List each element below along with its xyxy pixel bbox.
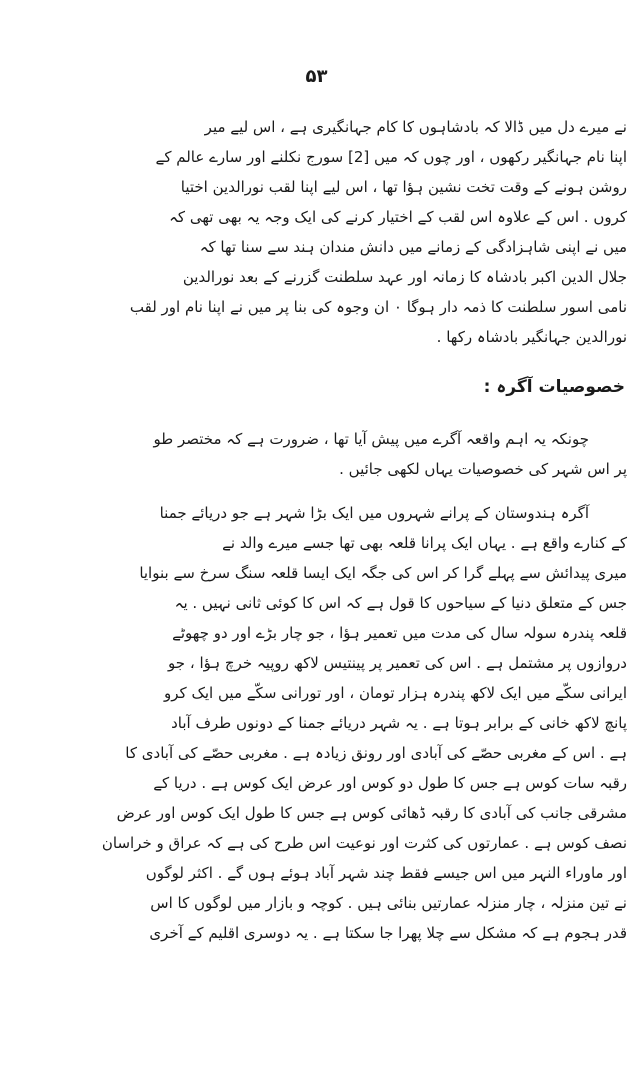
paragraph-agra-description — [0, 498, 633, 948]
text-line: میں نے اپنی شاہزادگی کے زمانے میں دانش مندان ہند سے سنا تھا کہ — [199, 238, 627, 256]
text-line: چونکہ یہ اہم واقعہ آگرے میں پیش آیا تھا ، ضرورت ہے کہ مختصر طو — [153, 430, 589, 448]
text-line: نے میرے دل میں ڈالا کہ بادشاہوں کا کام جہانگیری ہے ، اس لیے میر — [204, 118, 627, 136]
paragraph-intro-agra — [0, 424, 633, 484]
text-line: جلال الدین اکبر بادشاہ کا زمانہ اور عہد سلطنت گزرنے کے بعد نورالدین — [182, 268, 627, 286]
text-line: قلعہ پندرہ سولہ سال کی مدت میں تعمیر ہؤا ، جو چار بڑے اور دو چھوٹے — [172, 624, 627, 642]
text-line: اور ماوراء النہر میں اس جیسے فقط چند شہر آباد ہوئے ہوں گے . اکثر لوگوں — [145, 864, 627, 882]
text-line: نورالدین جہانگیر بادشاہ رکھا . — [436, 328, 627, 346]
text-line: آگرہ ہندوستان کے پرانے شہروں میں ایک بڑا شہر ہے جو دریائے جمنا — [159, 504, 589, 522]
text-line: دروازوں پر مشتمل ہے . اس کی تعمیر پر پینتیس لاکھ روپیہ خرچ ہؤا ، جو — [168, 654, 627, 672]
section-heading: خصوصیات آگرہ : — [483, 377, 625, 397]
text-line: جس کے متعلق دنیا کے سیاحوں کا قول ہے کہ اس کا کوئی ثانی نہیں . یہ — [174, 594, 627, 612]
text-line: قدر ہجوم ہے کہ مشکل سے چلا پھرا جا سکتا ہے . یہ دوسری اقلیم کے آخری — [149, 924, 627, 942]
text-line: کروں . اس کے علاوہ اس لقب کے اختیار کرنے کی ایک وجہ یہ بھی تھی کہ — [169, 208, 627, 226]
text-line: پر اس شہر کی خصوصیات یہاں لکھی جائیں . — [339, 460, 627, 478]
text-line: نصف کوس ہے . عمارتوں کی کثرت اور نوعیت اس طرح کی ہے کہ عراق و خراسان — [101, 834, 627, 852]
text-line: روشن ہونے کے وقت تخت نشین ہؤا تھا ، اس لیے اپنا لقب نورالدین اختیا — [180, 178, 627, 196]
text-line: اپنا نام جہانگیر رکھوں ، اور چوں کہ میں [2] سورج نکلنے اور سارے عالم کے — [155, 148, 627, 166]
text-line: نے تین منزلہ ، چار منزلہ عمارتیں بنائی ہیں . کوچہ و بازار میں لوگوں کا اس — [150, 894, 627, 912]
paragraph-jahangir-title — [0, 112, 633, 352]
text-line: نامی اسور سلطنت کا ذمہ دار ہوگا ۰ ان وجوہ کی بنا پر میں نے اپنا نام اور لقب — [129, 298, 627, 316]
text-line: رقبہ سات کوس ہے جس کا طول دو کوس اور عرض ایک کوس ہے . دریا کے — [153, 774, 627, 792]
text-line: مشرقی جانب کی آبادی کا رقبہ ڈھائی کوس ہے جس کا طول ایک کوس اور عرض — [116, 804, 627, 822]
text-line: ایرانی سکّے میں ایک لاکھ پندرہ ہزار تومان ، اور تورانی سکّے میں ایک کرو — [164, 684, 627, 702]
text-line: کے کنارے واقع ہے . یہاں ایک پرانا قلعہ بھی تھا جسے میرے والد نے — [222, 534, 627, 552]
page-number: ۵۳ — [305, 66, 328, 87]
text-line: ہے . اس کے مغربی حصّے کی آبادی اور رونق زیادہ ہے . مغربی حصّے کی آبادی کا — [125, 744, 627, 762]
text-line: پانچ لاکھ خانی کے برابر ہوتا ہے . یہ شہر دریائے جمنا کے دونوں طرف آباد — [171, 714, 627, 732]
text-line: میری پیدائش سے پہلے گرا کر اس کی جگہ ایک ایسا قلعہ سنگ سرخ سے بنوایا — [139, 564, 627, 582]
